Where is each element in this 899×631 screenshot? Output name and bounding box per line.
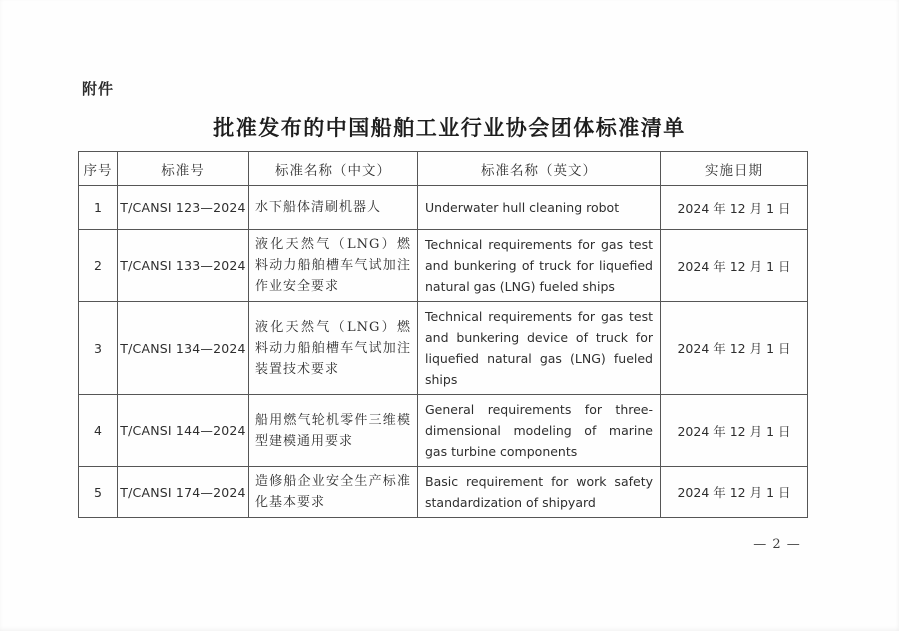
cell-serial: 1 [79, 186, 118, 230]
cell-name-en: General requirements for three-dimensional modeling of marine gas turbine components [418, 395, 661, 467]
cell-date: 2024 年 12 月 1 日 [661, 230, 808, 302]
cell-name-en: Basic requirement for work safety standardization of shipyard [418, 467, 661, 518]
table-row [79, 467, 808, 518]
page-number: — 2 — [753, 537, 801, 552]
cell-serial: 2 [79, 230, 118, 302]
table-row [79, 395, 808, 467]
cell-name-cn: 造修船企业安全生产标准化基本要求 [249, 467, 418, 518]
cell-standard-no: T/CANSI 174—2024 [118, 467, 249, 518]
cell-name-cn: 液化天然气（LNG）燃料动力船舶槽车气试加注装置技术要求 [249, 302, 418, 395]
cell-name-en: Technical requirements for gas test and bunkering of truck for liquefied natural gas (LNG) fueled ships [418, 230, 661, 302]
cell-name-en: Underwater hull cleaning robot [418, 186, 661, 230]
cell-name-en: Technical requirements for gas test and bunkering device of truck for liquefied natural gas (LNG) fueled ships [418, 302, 661, 395]
cell-standard-no: T/CANSI 123—2024 [118, 186, 249, 230]
cell-date: 2024 年 12 月 1 日 [661, 395, 808, 467]
cell-standard-no: T/CANSI 144—2024 [118, 395, 249, 467]
table-header-row [79, 152, 808, 186]
cell-name-cn: 船用燃气轮机零件三维模型建模通用要求 [249, 395, 418, 467]
standards-table [78, 151, 808, 518]
page-title: 批准发布的中国船舶工业行业协会团体标准清单 [213, 115, 686, 140]
table-row [79, 302, 808, 395]
column-header-name-chinese: 标准名称（中文） [249, 152, 418, 186]
cell-date: 2024 年 12 月 1 日 [661, 467, 808, 518]
cell-standard-no: T/CANSI 133—2024 [118, 230, 249, 302]
cell-standard-no: T/CANSI 134—2024 [118, 302, 249, 395]
cell-serial: 4 [79, 395, 118, 467]
cell-date: 2024 年 12 月 1 日 [661, 302, 808, 395]
cell-name-cn: 水下船体清刷机器人 [249, 186, 418, 230]
column-header-serial: 序号 [79, 152, 118, 186]
cell-serial: 5 [79, 467, 118, 518]
column-header-standard-number: 标准号 [118, 152, 249, 186]
attachment-label: 附件 [82, 80, 115, 98]
table-row [79, 186, 808, 230]
cell-date: 2024 年 12 月 1 日 [661, 186, 808, 230]
cell-name-cn: 液化天然气（LNG）燃料动力船舶槽车气试加注作业安全要求 [249, 230, 418, 302]
column-header-implementation-date: 实施日期 [661, 152, 808, 186]
cell-serial: 3 [79, 302, 118, 395]
column-header-name-english: 标准名称（英文） [418, 152, 661, 186]
table-row [79, 230, 808, 302]
